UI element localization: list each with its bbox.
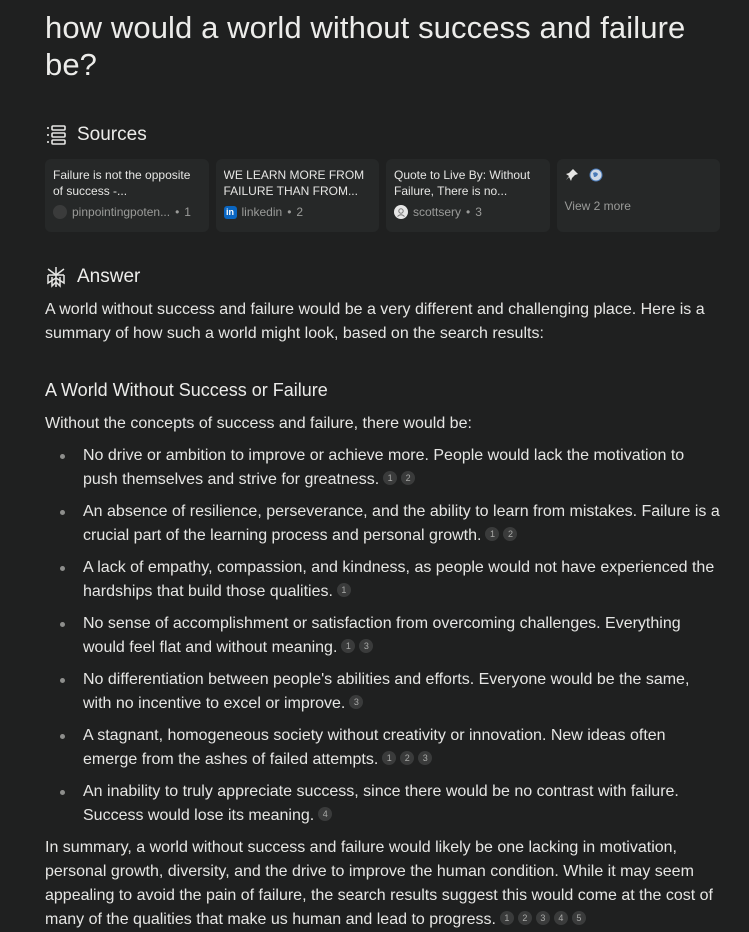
citation-badge[interactable]: 1 [383,471,397,485]
bullet-text: No sense of accomplishment or satisfaction from overcoming challenges. Everything would feel flat and without meaning. [83,615,681,656]
source-separator: • [466,205,471,219]
answer-bullet [45,612,720,660]
more-favicons [565,167,713,183]
sources-list-icon [45,125,67,145]
bullet-text: A lack of empathy, compassion, and kindness, as people would not have experienced the hardships that build those qualities. [83,559,715,600]
source-card[interactable] [45,159,209,232]
source-title: WE LEARN MORE FROM FAILURE THAN FROM... [223,168,365,198]
site-favicon-icon [53,205,67,219]
answer-logo-icon [45,266,67,288]
source-title: Quote to Live By: Without Failure, There is no... [394,168,531,198]
globe-favicon-icon [589,168,603,182]
citation-badge[interactable]: 3 [349,695,363,709]
source-site: pinpointingpoten... [72,205,171,219]
query-title: how would a world without success and failure be? [45,10,686,82]
answer-bullet-list [45,444,720,828]
answer-bullet [45,668,720,716]
answer-subheading: A World Without Success or Failure [45,380,328,400]
citation-badge[interactable]: 1 [485,527,499,541]
scottsery-favicon-icon [394,205,408,219]
citation-badge[interactable]: 1 [382,751,396,765]
sources-header [45,123,720,147]
citation-badge[interactable]: 3 [359,639,373,653]
linkedin-icon: in [224,206,237,219]
bullet-text: A stagnant, homogeneous society without creativity or innovation. New ideas often emerge from the ashes of failed attempts. [83,727,666,768]
sources-heading: Sources [77,124,147,145]
citation-badge[interactable]: 1 [337,583,351,597]
answer-bullet [45,556,720,604]
view-more-label: View 2 more [564,199,631,213]
citation-badge[interactable]: 4 [318,807,332,821]
answer-bullet [45,500,720,548]
answer-header [45,265,720,289]
citation-badge[interactable]: 3 [418,751,432,765]
citation-badge[interactable]: 5 [572,911,586,925]
answer-bullet [45,780,720,828]
source-site: scottsery [413,205,462,219]
answer-bullet [45,724,720,772]
source-card[interactable] [386,159,550,232]
summary-citations [496,911,586,928]
answer-summary [45,836,720,932]
source-meta [224,205,372,219]
view-more-card[interactable] [557,159,721,232]
source-site: linkedin [241,205,283,219]
summary-text: In summary, a world without success and failure would likely be one lacking in motivation, personal growth, diversity, and the drive to improve the human condition. While it may seem appealing to avoid the pain of failure, the search results suggest this would come at the cost of many of the qualities that make us human and lead to progress. [45,839,713,928]
citation-badge[interactable]: 4 [554,911,568,925]
source-title: Failure is not the opposite of success -... [53,168,191,198]
answer-intro: A world without success and failure would be a very different and challenging place. Here is a summary of how such a world might look, based on the search results: [45,301,705,342]
source-separator: • [287,205,292,219]
bullet-text: An absence of resilience, perseverance, and the ability to learn from mistakes. Failure is a crucial part of the learning process and personal growth. [83,503,720,544]
citation-badge[interactable]: 2 [503,527,517,541]
source-meta [394,205,542,219]
citation-badge[interactable]: 1 [500,911,514,925]
citation-badge[interactable]: 3 [536,911,550,925]
citation-badge[interactable]: 2 [518,911,532,925]
bullet-text: No drive or ambition to improve or achieve more. People would lack the motivation to push themselves and strive for greatness. [83,447,685,488]
source-index: 2 [296,205,304,219]
answer-heading: Answer [77,266,141,287]
pin-favicon-icon [565,168,579,182]
answer-bullet [45,444,720,492]
source-card[interactable] [216,159,380,232]
source-index: 1 [184,205,191,219]
source-meta [53,205,201,219]
source-index: 3 [475,205,482,219]
bullet-text: An inability to truly appreciate success, since there would be no contrast with failure. Success would lose its meaning. [83,783,679,824]
source-separator: • [175,205,180,219]
bullet-text: No differentiation between people's abilities and efforts. Everyone would be the same, with no incentive to excel or improve. [83,671,690,712]
list-intro: Without the concepts of success and failure, there would be: [45,415,472,432]
sources-row [45,159,720,232]
citation-badge[interactable]: 2 [400,751,414,765]
citation-badge[interactable]: 1 [341,639,355,653]
citation-badge[interactable]: 2 [401,471,415,485]
